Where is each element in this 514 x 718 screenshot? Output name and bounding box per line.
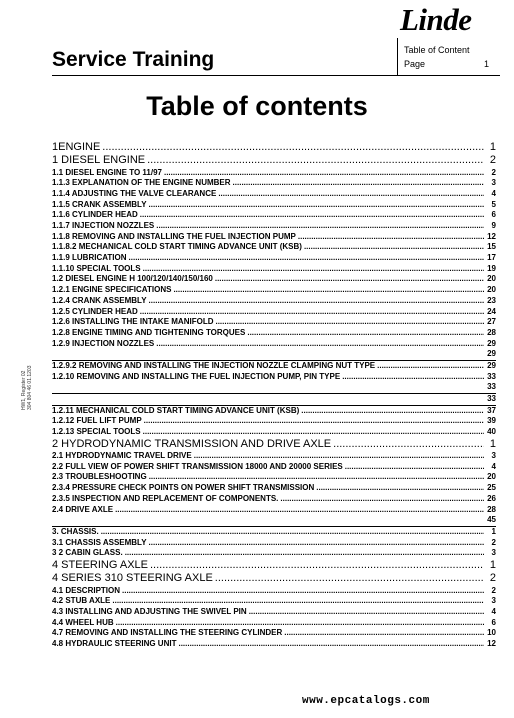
toc-leader-dots [101, 527, 484, 538]
toc-entry[interactable] [52, 307, 496, 318]
footer-url: www.epcatalogs.com [302, 695, 430, 707]
toc-leader-dots [129, 253, 484, 264]
toc-entry-title: 1.2.9.2 REMOVING AND INSTALLING THE INJECTION NOZZLE CLAMPING NUT TYPE [52, 360, 376, 370]
toc-entry[interactable] [52, 232, 496, 243]
toc-entry-title: 2.1 HYDRODYNAMIC TRAVEL DRIVE [52, 451, 192, 461]
toc-leader-dots [102, 141, 484, 154]
toc-entry[interactable] [52, 317, 496, 328]
toc-leader-dots [194, 451, 484, 462]
toc-entry[interactable] [52, 438, 496, 451]
toc-leader-dots [333, 438, 484, 451]
header-page-number: 1 [484, 59, 490, 69]
toc-entry[interactable] [52, 628, 496, 639]
toc-entry-page: 37 [487, 405, 496, 415]
toc-entry[interactable] [52, 416, 496, 427]
toc-leader-dots [345, 462, 484, 473]
toc-entry-title: 1.1.8 REMOVING AND INSTALLING THE FUEL INJECTION PUMP [52, 231, 296, 241]
toc-entry-page: 26 [487, 493, 496, 503]
toc-entry-title: 1.2.1 ENGINE SPECIFICATIONS [52, 285, 172, 295]
toc-entry-page: 6 [491, 210, 496, 220]
toc-entry-title: 1.2.10 REMOVING AND INSTALLING THE FUEL INJECTION PUMP, PIN TYPE [52, 371, 341, 381]
toc-leader-dots [149, 538, 484, 549]
toc-entry-title: 4.4 WHEEL HUB [52, 617, 114, 627]
header-page-label: Page [404, 59, 426, 69]
toc-entry-title: 2.3 TROUBLESHOOTING [52, 472, 147, 482]
toc-entry-title: 3 2 CABIN GLASS. [52, 548, 123, 558]
toc-entry[interactable] [52, 200, 496, 211]
toc-entry[interactable] [52, 372, 496, 383]
toc-leader-dots [298, 232, 484, 243]
toc-entry[interactable] [52, 328, 496, 339]
toc-entry-page: 23 [487, 295, 496, 305]
toc-entry-title: 2.3.5 INSPECTION AND REPLACEMENT OF COMPONENTS. [52, 493, 279, 503]
toc-leader-dots [156, 221, 484, 232]
toc-entry-page: 10 [487, 628, 496, 638]
toc-leader-dots [218, 189, 484, 200]
toc-entry-title: 1.1.10 SPECIAL TOOLS [52, 263, 141, 273]
toc-entry-page: 3 [491, 548, 496, 558]
toc-leader-dots [178, 639, 484, 650]
toc-leader-dots [342, 372, 484, 383]
toc-entry[interactable] [52, 253, 496, 264]
toc-entry-page: 29 [487, 360, 496, 370]
toc-leader-dots [377, 361, 484, 372]
toc-leader-dots [247, 328, 484, 339]
toc-entry-title: 1.1.9 LUBRICATION [52, 253, 127, 263]
toc-entry-page: 25 [487, 483, 496, 493]
toc-leader-dots [122, 586, 484, 597]
toc-leader-dots [215, 572, 484, 585]
toc-entry-title: 1.1.5 CRANK ASSEMBLY [52, 199, 147, 209]
toc-entry-page: 40 [487, 427, 496, 437]
toc-entry-title: 1.1.6 CYLINDER HEAD [52, 210, 138, 220]
toc-entry[interactable] [52, 264, 496, 275]
toc-entry[interactable] [52, 572, 496, 585]
toc-entry[interactable] [52, 494, 496, 505]
toc-entry[interactable] [52, 596, 496, 607]
toc-entry-page: 29 [487, 338, 496, 348]
toc-entry-title: 1.1.3 EXPLANATION OF THE ENGINE NUMBER [52, 178, 231, 188]
toc-entry-title: 4.3 INSTALLING AND ADJUSTING THE SWIVEL PIN [52, 606, 247, 616]
toc-entry-page: 24 [487, 306, 496, 316]
toc-entry[interactable] [52, 210, 496, 221]
toc-entry-title: 4 SERIES 310 STEERING AXLE [52, 572, 213, 585]
side-note-line: HW1, Register 02 [21, 370, 27, 410]
toc-entry-page: 20 [487, 274, 496, 284]
toc-entry-title: 3. CHASSIS. [52, 526, 99, 536]
toc-leader-dots [156, 339, 484, 350]
toc-entry-title: 4.7 REMOVING AND INSTALLING THE STEERING CYLINDER [52, 628, 283, 638]
toc-entry-page: 28 [487, 504, 496, 514]
table-of-contents [52, 141, 496, 650]
toc-entry-title: 4.2 STUB AXLE [52, 596, 111, 606]
toc-entry-page: 17 [487, 253, 496, 263]
toc-entry-title: 1.1.8.2 MECHANICAL COLD START TIMING ADVANCE UNIT (KSB) [52, 242, 302, 252]
toc-entry-title: 2 HYDRODYNAMIC TRANSMISSION AND DRIVE AXLE [52, 437, 332, 450]
toc-entry[interactable] [52, 451, 496, 462]
toc-entry-title: 1.2.8 ENGINE TIMING AND TIGHTENING TORQUES [52, 327, 246, 337]
toc-entry-title: 1.1.7 INJECTION NOZZLES [52, 221, 155, 231]
toc-entry-page: 3 [491, 178, 496, 188]
toc-entry-title: 1 DIESEL ENGINE [52, 154, 146, 167]
toc-entry-page: 12 [487, 231, 496, 241]
toc-entry-title: 1.2.9 INJECTION NOZZLES [52, 338, 155, 348]
header-section-label: Table of Content [404, 45, 470, 55]
toc-leader-dots [150, 559, 484, 572]
toc-entry-page: 5 [491, 199, 496, 209]
toc-entry-title: 1.2.12 FUEL LIFT PUMP [52, 416, 142, 426]
toc-leader-dots [215, 274, 484, 285]
toc-entry-page: 1 [489, 558, 496, 571]
toc-entry-page: 2 [491, 585, 496, 595]
toc-leader-dots [143, 427, 484, 438]
toc-entry-page: 2 [489, 572, 496, 585]
toc-entry-page: 4 [491, 188, 496, 198]
toc-entry-page: 3 [491, 451, 496, 461]
toc-entry-page: 2 [491, 537, 496, 547]
toc-leader-dots [233, 178, 484, 189]
toc-entry-title: 1.1 DIESEL ENGINE TO 11/97 [52, 167, 162, 177]
toc-entry[interactable] [52, 394, 496, 406]
toc-leader-dots [316, 483, 484, 494]
toc-entry-title: 1.2.11 MECHANICAL COLD START TIMING ADVANCE UNIT (KSB) [52, 405, 300, 415]
toc-entry-page: 4 [491, 461, 496, 471]
toc-entry-page: 33 [487, 394, 496, 404]
toc-entry-title: 2.4 DRIVE AXLE [52, 504, 114, 514]
toc-entry-title: 1.2.13 SPECIAL TOOLS [52, 427, 141, 437]
toc-entry-title: 3.1 CHASSIS ASSEMBLY [52, 537, 147, 547]
toc-entry-page: 33 [487, 382, 496, 392]
toc-entry[interactable] [52, 285, 496, 296]
toc-leader-dots [116, 618, 484, 629]
toc-entry-page: 20 [487, 472, 496, 482]
toc-entry-page: 28 [487, 327, 496, 337]
toc-entry-title: 1.2.4 CRANK ASSEMBLY [52, 295, 147, 305]
toc-entry[interactable] [52, 548, 496, 559]
toc-entry[interactable] [52, 538, 496, 549]
toc-entry[interactable] [52, 168, 496, 179]
toc-entry-page: 9 [491, 221, 496, 231]
toc-entry[interactable] [52, 154, 496, 167]
toc-leader-dots [149, 200, 484, 211]
toc-entry[interactable] [52, 607, 496, 618]
toc-entry-title: 2.3.4 PRESSURE CHECK POINTS ON POWER SHIFT TRANSMISSION [52, 483, 315, 493]
toc-entry-title: 1.1.4 ADJUSTING THE VALVE CLEARANCE [52, 188, 217, 198]
toc-entry[interactable] [52, 382, 496, 394]
toc-entry[interactable] [52, 527, 496, 538]
toc-entry[interactable] [52, 189, 496, 200]
toc-entry-page: 6 [491, 617, 496, 627]
toc-entry-page: 2 [491, 167, 496, 177]
toc-leader-dots [164, 168, 484, 179]
toc-leader-dots [173, 285, 484, 296]
toc-leader-dots [215, 317, 484, 328]
toc-entry-title: 1.2 DIESEL ENGINE H 100/120/140/150/160 [52, 274, 213, 284]
toc-entry[interactable] [52, 296, 496, 307]
toc-leader-dots [125, 548, 484, 559]
side-note-line: 304 804 46 01.1203 [27, 365, 33, 410]
toc-entry-page: 2 [489, 154, 496, 167]
toc-leader-dots [149, 296, 484, 307]
toc-entry-page: 27 [487, 317, 496, 327]
toc-entry-page: 33 [487, 371, 496, 381]
toc-entry[interactable] [52, 406, 496, 417]
toc-leader-dots [284, 628, 484, 639]
toc-entry-page: 45 [487, 515, 496, 525]
toc-entry[interactable] [52, 339, 496, 350]
toc-entry[interactable] [52, 472, 496, 483]
toc-entry-page: 12 [487, 638, 496, 648]
toc-entry[interactable] [52, 427, 496, 438]
toc-entry-page: 3 [491, 596, 496, 606]
page-header-title: Service Training [52, 48, 215, 71]
toc-entry[interactable] [52, 618, 496, 629]
toc-entry-page: 29 [487, 349, 496, 359]
toc-entry-page: 19 [487, 263, 496, 273]
toc-leader-dots [115, 505, 484, 516]
toc-entry[interactable] [52, 221, 496, 232]
document-title: Table of contents [146, 91, 368, 121]
header-rule [52, 75, 500, 76]
toc-entry-page: 15 [487, 242, 496, 252]
toc-entry[interactable] [52, 505, 496, 516]
toc-entry[interactable] [52, 462, 496, 473]
toc-entry[interactable] [52, 242, 496, 253]
header-divider [397, 38, 398, 75]
toc-entry[interactable] [52, 586, 496, 597]
toc-entry-title: 4 STEERING AXLE [52, 558, 148, 571]
toc-leader-dots [144, 416, 484, 427]
toc-entry-title: 2.2 FULL VIEW OF POWER SHIFT TRANSMISSION 18000 AND 20000 SERIES [52, 461, 343, 471]
toc-leader-dots [249, 607, 484, 618]
toc-entry[interactable] [52, 349, 496, 361]
toc-entry[interactable] [52, 141, 496, 154]
toc-entry-page: 39 [487, 416, 496, 426]
side-note [21, 366, 33, 411]
toc-entry[interactable] [52, 483, 496, 494]
toc-entry-page: 4 [491, 606, 496, 616]
toc-entry-title: 4.8 HYDRAULIC STEERING UNIT [52, 638, 177, 648]
toc-leader-dots [147, 154, 484, 167]
toc-entry[interactable] [52, 515, 496, 527]
toc-leader-dots [140, 210, 484, 221]
toc-entry-page: 1 [489, 437, 496, 450]
toc-entry[interactable] [52, 639, 496, 650]
toc-entry-title: 1ENGINE [52, 141, 101, 153]
toc-leader-dots [301, 406, 484, 417]
toc-entry-title: 1.2.5 CYLINDER HEAD [52, 306, 138, 316]
toc-entry[interactable] [52, 559, 496, 572]
toc-entry[interactable] [52, 361, 496, 372]
toc-entry-page: 20 [487, 285, 496, 295]
toc-leader-dots [143, 264, 484, 275]
toc-leader-dots [280, 494, 484, 505]
toc-entry-title: 1.2.6 INSTALLING THE INTAKE MANIFOLD [52, 317, 214, 327]
toc-entry-title: 4.1 DESCRIPTION [52, 585, 121, 595]
toc-entry[interactable] [52, 274, 496, 285]
toc-leader-dots [304, 242, 484, 253]
toc-leader-dots [112, 596, 484, 607]
linde-logo: Linde [400, 2, 472, 37]
toc-entry-page: 1 [489, 141, 496, 153]
toc-entry[interactable] [52, 178, 496, 189]
toc-entry-page: 1 [491, 526, 496, 536]
toc-leader-dots [140, 307, 484, 318]
toc-leader-dots [149, 472, 484, 483]
